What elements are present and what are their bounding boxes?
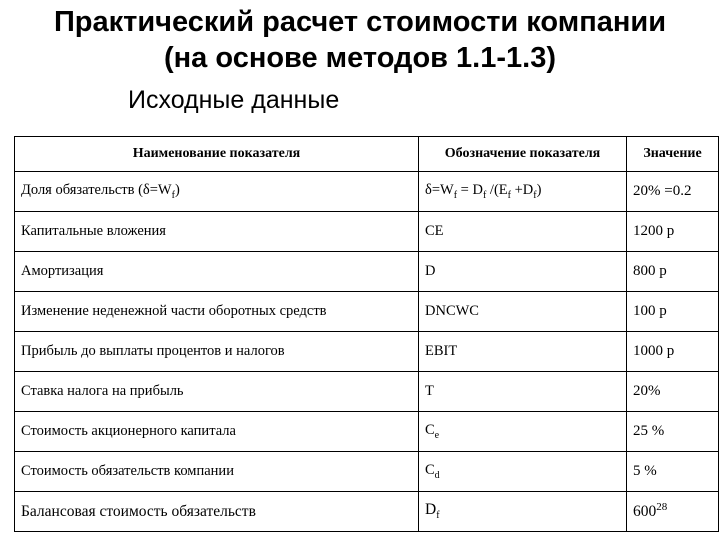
table-body xyxy=(15,172,719,532)
subscript: f xyxy=(453,189,458,201)
data-table xyxy=(14,136,719,532)
indicator-name: Амортизация xyxy=(15,252,419,292)
page-title xyxy=(0,4,720,76)
table-row xyxy=(15,372,719,412)
subscript: d xyxy=(434,469,440,481)
subscript: f xyxy=(171,189,175,201)
indicator-value: 1200 р xyxy=(627,212,719,252)
indicator-name: Балансовая стоимость обязательств xyxy=(15,492,419,532)
table-row xyxy=(15,332,719,372)
indicator-value: 1000 р xyxy=(627,332,719,372)
header-name: Наименование показателя xyxy=(15,137,419,172)
indicator-value: $600^{28}$ xyxy=(627,492,719,532)
table-row xyxy=(15,412,719,452)
indicator-symbol: $\delta=W_f = D_f$ $/(E_f +D_f)$ xyxy=(419,172,627,212)
page-number: 28 xyxy=(656,501,668,514)
indicator-value: 25 % xyxy=(627,412,719,452)
indicator-symbol: DNCWC xyxy=(419,292,627,332)
indicator-symbol: EBIT xyxy=(419,332,627,372)
title-line-2: (на основе методов 1.1-1.3) xyxy=(164,42,556,74)
indicator-name: Стоимость акционерного капитала xyxy=(15,412,419,452)
title-line-1: Практический расчет стоимости компании xyxy=(53,6,667,38)
indicator-value: 800 р xyxy=(627,252,719,292)
indicator-name: Капитальные вложения xyxy=(15,212,419,252)
indicator-symbol: CE xyxy=(419,212,627,252)
subscript: f xyxy=(533,189,537,201)
header-value: Значение xyxy=(627,137,719,172)
indicator-value: 5 % xyxy=(627,452,719,492)
indicator-name: Изменение неденежной части оборотных средств xyxy=(15,292,419,332)
indicator-symbol: T xyxy=(419,372,627,412)
table-row xyxy=(15,172,719,212)
table-row xyxy=(15,292,719,332)
page-subtitle: Исходные данные xyxy=(128,86,340,114)
subscript: f xyxy=(507,189,511,201)
indicator-value: 20% =0.2 xyxy=(627,172,719,212)
indicator-symbol: $D_f$ xyxy=(419,492,627,532)
table-header-row xyxy=(15,137,719,172)
table-row xyxy=(15,452,719,492)
indicator-name: Стоимость обязательств компании xyxy=(15,452,419,492)
indicator-value: 20% xyxy=(627,372,719,412)
table-row xyxy=(15,492,719,532)
table-row xyxy=(15,212,719,252)
indicator-symbol: $C_d$ xyxy=(419,452,627,492)
indicator-symbol: D xyxy=(419,252,627,292)
subscript: e xyxy=(434,429,440,441)
indicator-value: 100 р xyxy=(627,292,719,332)
indicator-name: Ставка налога на прибыль xyxy=(15,372,419,412)
subscript: f xyxy=(436,510,440,522)
indicator-name: Доля обязательств $(\delta=W_f)$ xyxy=(15,172,419,212)
subscript: f xyxy=(482,189,487,201)
header-symbol: Обозначение показателя xyxy=(419,137,627,172)
table-row xyxy=(15,252,719,292)
indicator-symbol: $C_e$ xyxy=(419,412,627,452)
indicator-name: Прибыль до выплаты процентов и налогов xyxy=(15,332,419,372)
